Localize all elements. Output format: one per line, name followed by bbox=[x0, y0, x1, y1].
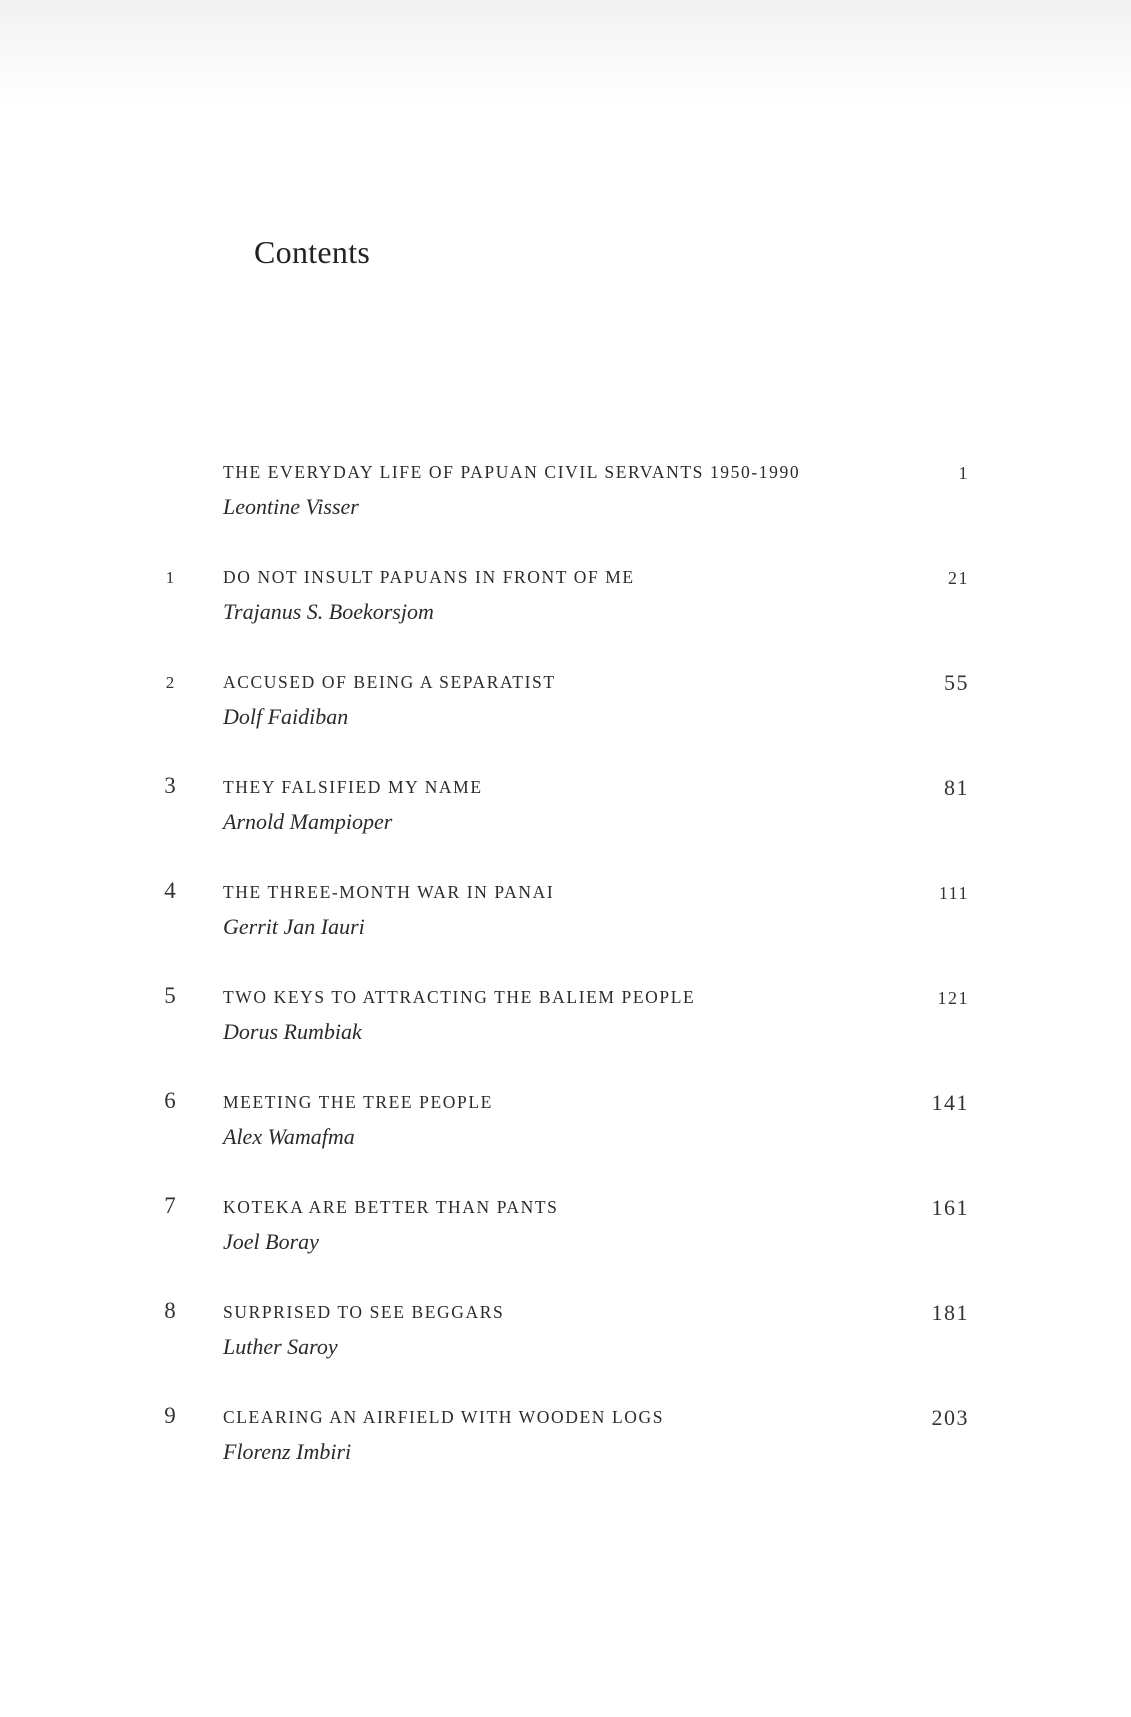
chapter-number: 2 bbox=[165, 673, 175, 692]
chapter-number: 4 bbox=[164, 878, 176, 903]
entry-title: ACCUSED OF BEING A SEPARATIST bbox=[223, 672, 556, 692]
entry-author: Dolf Faidiban bbox=[223, 704, 349, 729]
entry-author: Trajanus S. Boekorsjom bbox=[223, 599, 434, 624]
entry-page-number: 141 bbox=[931, 1090, 969, 1115]
entry-author: Dorus Rumbiak bbox=[223, 1019, 362, 1044]
toc-entry-chapter-9[interactable] bbox=[0, 1405, 1131, 1485]
toc-entry-introduction[interactable] bbox=[0, 460, 1131, 540]
toc-entry-chapter-1[interactable] bbox=[0, 565, 1131, 645]
entry-author: Gerrit Jan Iauri bbox=[223, 914, 365, 939]
chapter-number: 3 bbox=[164, 773, 176, 798]
toc-entry-chapter-8[interactable] bbox=[0, 1300, 1131, 1380]
entry-author: Alex Wamafma bbox=[223, 1124, 355, 1149]
entry-title: SURPRISED TO SEE BEGGARS bbox=[223, 1302, 505, 1322]
entry-title: THEY FALSIFIED MY NAME bbox=[223, 777, 483, 797]
entry-page-number: 55 bbox=[944, 670, 969, 695]
toc-entry-chapter-6[interactable] bbox=[0, 1090, 1131, 1170]
entry-title: TWO KEYS TO ATTRACTING THE BALIEM PEOPLE bbox=[223, 987, 696, 1007]
toc-entry-chapter-5[interactable] bbox=[0, 985, 1131, 1065]
entry-page-number: 181 bbox=[931, 1300, 969, 1325]
chapter-number: 1 bbox=[165, 568, 175, 587]
chapter-number: 8 bbox=[164, 1298, 176, 1323]
toc-entry-chapter-2[interactable] bbox=[0, 670, 1131, 750]
chapter-number: 5 bbox=[164, 983, 176, 1008]
entry-title: CLEARING AN AIRFIELD WITH WOODEN LOGS bbox=[223, 1407, 665, 1427]
page-top-shadow bbox=[0, 0, 1131, 110]
entry-title: MEETING THE TREE PEOPLE bbox=[223, 1092, 493, 1112]
chapter-number: 6 bbox=[164, 1088, 176, 1113]
entry-page-number: 161 bbox=[931, 1195, 969, 1220]
entry-page-number: 1 bbox=[958, 463, 969, 483]
chapter-number: 7 bbox=[164, 1193, 176, 1218]
entry-title: DO NOT INSULT PAPUANS IN FRONT OF ME bbox=[223, 567, 635, 587]
chapter-number: 9 bbox=[164, 1403, 176, 1428]
page-title: Contents bbox=[254, 234, 371, 270]
entry-page-number: 121 bbox=[937, 988, 969, 1008]
entry-title: THE THREE-MONTH WAR IN PANAI bbox=[223, 882, 555, 902]
toc-entry-chapter-3[interactable] bbox=[0, 775, 1131, 855]
entry-author: Luther Saroy bbox=[223, 1334, 338, 1359]
toc-entry-chapter-7[interactable] bbox=[0, 1195, 1131, 1275]
entry-author: Florenz Imbiri bbox=[223, 1439, 352, 1464]
entry-title: THE EVERYDAY LIFE OF PAPUAN CIVIL SERVANTS 1950-1990 bbox=[223, 462, 801, 482]
entry-author: Arnold Mampioper bbox=[223, 809, 393, 834]
entry-page-number: 81 bbox=[944, 775, 969, 800]
entry-page-number: 21 bbox=[948, 568, 969, 588]
entry-page-number: 203 bbox=[931, 1405, 969, 1430]
toc-entry-chapter-4[interactable] bbox=[0, 880, 1131, 960]
entry-page-number: 111 bbox=[938, 883, 969, 903]
entry-title: KOTEKA ARE BETTER THAN PANTS bbox=[223, 1197, 559, 1217]
entry-author: Leontine Visser bbox=[223, 494, 359, 519]
entry-author: Joel Boray bbox=[223, 1229, 319, 1254]
